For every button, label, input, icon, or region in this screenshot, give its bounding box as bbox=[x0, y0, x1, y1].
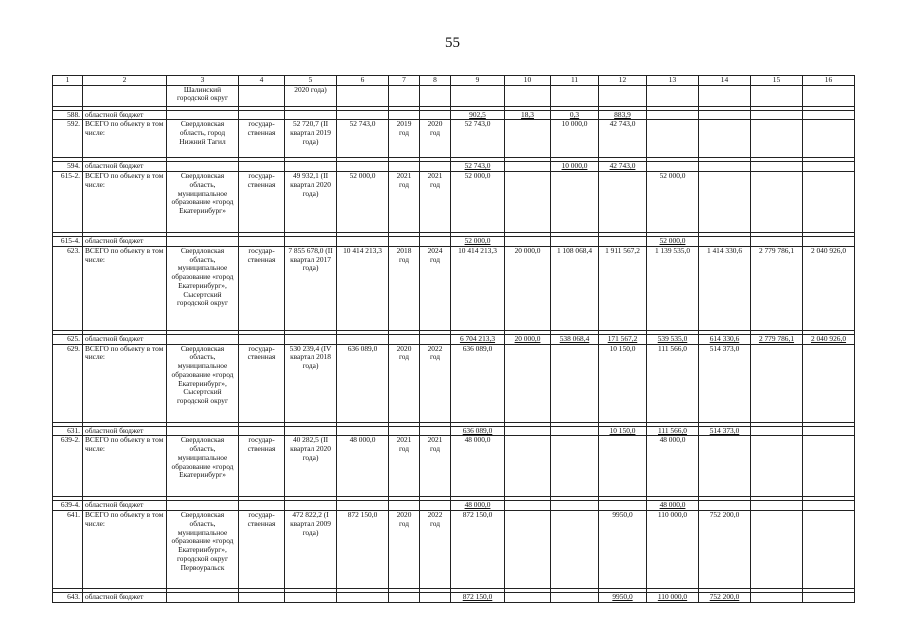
value-cell-12: 171 567,2 bbox=[599, 334, 647, 344]
row-number-cell: 592. bbox=[53, 120, 83, 158]
value-cell-13: 1 139 535,0 bbox=[647, 246, 699, 330]
value-cell-13 bbox=[647, 120, 699, 158]
value-cell-11: 10 000,0 bbox=[551, 162, 599, 172]
value-cell-4 bbox=[239, 237, 285, 247]
row-label-cell: ВСЕГО по объекту в том числе: bbox=[83, 246, 167, 330]
value-cell-3: Свердловская область, город Нижний Тагил bbox=[167, 120, 239, 158]
row-label-cell: ВСЕГО по объекту в том числе: bbox=[83, 120, 167, 158]
value-cell-12: 42 743,0 bbox=[599, 162, 647, 172]
object-row bbox=[53, 172, 855, 233]
object-row bbox=[53, 511, 855, 589]
value-cell-8 bbox=[420, 501, 451, 511]
value-cell-15 bbox=[751, 162, 803, 172]
value-cell-3: Свердловская область, муниципальное образование «город Екатеринбург», городской округ Первоуральск bbox=[167, 511, 239, 589]
value-cell-12: 9950,0 bbox=[599, 511, 647, 589]
value-cell-6: 872 150,0 bbox=[337, 511, 389, 589]
header-cell: 14 bbox=[699, 76, 751, 86]
value-cell-15 bbox=[751, 511, 803, 589]
value-cell-3: Свердловская область, муниципальное образование «город Екатеринбург» bbox=[167, 436, 239, 497]
value-cell-11 bbox=[551, 344, 599, 422]
value-cell-9: 52 743,0 bbox=[451, 120, 505, 158]
value-cell-6 bbox=[337, 593, 389, 603]
header-cell: 5 bbox=[285, 76, 337, 86]
row-label-cell: областной бюджет bbox=[83, 593, 167, 603]
value-cell-13: 110 000,0 bbox=[647, 593, 699, 603]
value-cell-9: 902,5 bbox=[451, 110, 505, 120]
value-cell-8: 2022 год bbox=[420, 344, 451, 422]
header-cell: 11 bbox=[551, 76, 599, 86]
header-cell: 13 bbox=[647, 76, 699, 86]
value-cell-4: государ-ственная bbox=[239, 344, 285, 422]
value-cell-10 bbox=[505, 511, 551, 589]
value-cell-15 bbox=[751, 501, 803, 511]
row-label-cell: областной бюджет bbox=[83, 501, 167, 511]
value-cell-13 bbox=[647, 110, 699, 120]
value-cell-12 bbox=[599, 501, 647, 511]
value-cell-3 bbox=[167, 501, 239, 511]
value-cell-6: 52 000,0 bbox=[337, 172, 389, 233]
value-cell-14: 514 373,0 bbox=[699, 426, 751, 436]
value-cell-16 bbox=[803, 501, 855, 511]
value-cell-10 bbox=[505, 344, 551, 422]
object-row bbox=[53, 436, 855, 497]
value-cell-9: 52 743,0 bbox=[451, 162, 505, 172]
budget-row bbox=[53, 237, 855, 247]
value-cell-8 bbox=[420, 162, 451, 172]
value-cell-10 bbox=[505, 172, 551, 233]
value-cell-15 bbox=[751, 426, 803, 436]
value-cell-8: 2021 год bbox=[420, 172, 451, 233]
value-cell-4: государ-ственная bbox=[239, 120, 285, 158]
value-cell-12 bbox=[599, 237, 647, 247]
header-cell: 4 bbox=[239, 76, 285, 86]
value-cell-16 bbox=[803, 120, 855, 158]
value-cell-9: 872 150,0 bbox=[451, 511, 505, 589]
value-cell-5: 7 855 678,0 (II квартал 2017 года) bbox=[285, 246, 337, 330]
value-cell-13: 52 000,0 bbox=[647, 172, 699, 233]
value-cell-15 bbox=[751, 237, 803, 247]
value-cell-10 bbox=[505, 162, 551, 172]
row-number-cell: 615-4. bbox=[53, 237, 83, 247]
value-cell-7 bbox=[389, 334, 420, 344]
row-label-cell: областной бюджет bbox=[83, 237, 167, 247]
value-cell-16 bbox=[803, 110, 855, 120]
value-cell-14 bbox=[699, 237, 751, 247]
value-cell-16 bbox=[803, 344, 855, 422]
value-cell-4 bbox=[239, 593, 285, 603]
value-cell-15 bbox=[751, 593, 803, 603]
value-cell-12: 9950,0 bbox=[599, 593, 647, 603]
value-cell-7 bbox=[389, 237, 420, 247]
value-cell-11 bbox=[551, 237, 599, 247]
value-cell-3: Свердловская область, муниципальное образование «город Екатеринбург» bbox=[167, 172, 239, 233]
value-cell-4: государ-ственная bbox=[239, 436, 285, 497]
object-row bbox=[53, 120, 855, 158]
value-cell-3: Свердловская область, муниципальное образование «город Екатеринбург», Сысертский городской округ bbox=[167, 344, 239, 422]
header-cell: 3 bbox=[167, 76, 239, 86]
value-cell-3 bbox=[167, 110, 239, 120]
investment-table bbox=[52, 75, 855, 603]
value-cell-9: 636 089,0 bbox=[451, 426, 505, 436]
value-cell-5: 40 282,5 (II квартал 2020 года) bbox=[285, 436, 337, 497]
row-number-cell: 625. bbox=[53, 334, 83, 344]
value-cell-16 bbox=[803, 172, 855, 233]
value-cell-11 bbox=[551, 426, 599, 436]
value-cell-4: государ-ственная bbox=[239, 246, 285, 330]
value-cell-10 bbox=[505, 593, 551, 603]
value-cell-4 bbox=[239, 426, 285, 436]
value-cell-3 bbox=[167, 237, 239, 247]
value-cell-12: 1 911 567,2 bbox=[599, 246, 647, 330]
value-cell-11 bbox=[551, 436, 599, 497]
value-cell-6 bbox=[337, 237, 389, 247]
value-cell-5: 472 822,2 (I квартал 2009 года) bbox=[285, 511, 337, 589]
value-cell-3 bbox=[167, 593, 239, 603]
value-cell-15 bbox=[751, 344, 803, 422]
value-cell-7 bbox=[389, 426, 420, 436]
value-cell-16 bbox=[803, 436, 855, 497]
value-cell-16 bbox=[803, 511, 855, 589]
value-cell-8 bbox=[420, 334, 451, 344]
value-cell-6: 636 089,0 bbox=[337, 344, 389, 422]
value-cell-8 bbox=[420, 593, 451, 603]
value-cell-3 bbox=[167, 162, 239, 172]
header-cell: 12 bbox=[599, 76, 647, 86]
value-cell-5: 49 932,1 (II квартал 2020 года) bbox=[285, 172, 337, 233]
header-cell: 9 bbox=[451, 76, 505, 86]
header-cell: 7 bbox=[389, 76, 420, 86]
value-cell-6 bbox=[337, 162, 389, 172]
value-cell-4 bbox=[239, 501, 285, 511]
value-cell-11 bbox=[551, 593, 599, 603]
value-cell-11: 0,3 bbox=[551, 110, 599, 120]
value-cell-5 bbox=[285, 334, 337, 344]
value-cell-16 bbox=[803, 162, 855, 172]
value-cell-12 bbox=[599, 436, 647, 497]
value-cell-5 bbox=[285, 162, 337, 172]
value-cell-9: 52 000,0 bbox=[451, 237, 505, 247]
row-number-cell: 639-4. bbox=[53, 501, 83, 511]
value-cell-3: Свердловская область, муниципальное образование «город Екатеринбург», Сысертский городской округ bbox=[167, 246, 239, 330]
value-cell-10: 20 000,0 bbox=[505, 334, 551, 344]
value-cell-11: 10 000,0 bbox=[551, 120, 599, 158]
value-cell-12: 10 150,0 bbox=[599, 426, 647, 436]
row-label-cell: ВСЕГО по объекту в том числе: bbox=[83, 511, 167, 589]
budget-row bbox=[53, 501, 855, 511]
value-cell-9: 872 150,0 bbox=[451, 593, 505, 603]
value-cell-5 bbox=[285, 501, 337, 511]
value-cell-9: 636 089,0 bbox=[451, 344, 505, 422]
row-label-cell: областной бюджет bbox=[83, 110, 167, 120]
value-cell-10 bbox=[505, 436, 551, 497]
value-cell-5 bbox=[285, 426, 337, 436]
budget-row bbox=[53, 593, 855, 603]
row-label-cell: ВСЕГО по объекту в том числе: bbox=[83, 172, 167, 233]
row-number-cell: 623. bbox=[53, 246, 83, 330]
value-cell-4 bbox=[239, 162, 285, 172]
value-cell-4: государ-ственная bbox=[239, 511, 285, 589]
value-cell-8 bbox=[420, 426, 451, 436]
location-cell: Шалинский городской округ bbox=[167, 85, 239, 106]
value-cell-11 bbox=[551, 511, 599, 589]
row-number-cell: 629. bbox=[53, 344, 83, 422]
header-row bbox=[53, 76, 855, 86]
value-cell-15: 2 779 786,1 bbox=[751, 334, 803, 344]
budget-row bbox=[53, 426, 855, 436]
value-cell-8 bbox=[420, 110, 451, 120]
value-cell-10: 20 000,0 bbox=[505, 246, 551, 330]
row-number-cell: 594. bbox=[53, 162, 83, 172]
value-cell-16: 2 040 926,0 bbox=[803, 246, 855, 330]
value-cell-14 bbox=[699, 120, 751, 158]
value-cell-14: 752 200,0 bbox=[699, 593, 751, 603]
value-cell-15 bbox=[751, 436, 803, 497]
value-cell-6 bbox=[337, 426, 389, 436]
header-cell: 8 bbox=[420, 76, 451, 86]
value-cell-9: 48 000,0 bbox=[451, 436, 505, 497]
value-cell-15 bbox=[751, 120, 803, 158]
value-cell-7: 2020 год bbox=[389, 511, 420, 589]
value-cell-13: 48 000,0 bbox=[647, 501, 699, 511]
header-cell: 16 bbox=[803, 76, 855, 86]
value-cell-13: 110 000,0 bbox=[647, 511, 699, 589]
row-number-cell: 588. bbox=[53, 110, 83, 120]
value-cell-3 bbox=[167, 426, 239, 436]
value-cell-6 bbox=[337, 501, 389, 511]
page-number: 55 bbox=[445, 35, 460, 51]
value-cell-12 bbox=[599, 172, 647, 233]
value-cell-14: 514 373,0 bbox=[699, 344, 751, 422]
header-cell: 1 bbox=[53, 76, 83, 86]
value-cell-14 bbox=[699, 501, 751, 511]
value-cell-7 bbox=[389, 501, 420, 511]
budget-row bbox=[53, 162, 855, 172]
value-cell-16 bbox=[803, 593, 855, 603]
value-cell-12: 10 150,0 bbox=[599, 344, 647, 422]
value-cell-10 bbox=[505, 237, 551, 247]
continuation-row bbox=[53, 85, 855, 106]
header-cell: 15 bbox=[751, 76, 803, 86]
value-cell-6 bbox=[337, 110, 389, 120]
value-cell-16 bbox=[803, 426, 855, 436]
value-cell-7: 2019 год bbox=[389, 120, 420, 158]
value-cell-9: 10 414 213,3 bbox=[451, 246, 505, 330]
value-cell-8: 2022 год bbox=[420, 511, 451, 589]
value-cell-6: 52 743,0 bbox=[337, 120, 389, 158]
value-cell-7: 2020 год bbox=[389, 344, 420, 422]
value-cell-7: 2021 год bbox=[389, 436, 420, 497]
value-cell-6: 10 414 213,3 bbox=[337, 246, 389, 330]
value-cell-13 bbox=[647, 162, 699, 172]
cost-cell: 2020 года) bbox=[285, 85, 337, 106]
row-number-cell: 631. bbox=[53, 426, 83, 436]
value-cell-11 bbox=[551, 501, 599, 511]
value-cell-10 bbox=[505, 426, 551, 436]
row-label-cell: ВСЕГО по объекту в том числе: bbox=[83, 344, 167, 422]
object-row bbox=[53, 344, 855, 422]
row-label-cell: областной бюджет bbox=[83, 334, 167, 344]
value-cell-14 bbox=[699, 162, 751, 172]
value-cell-7 bbox=[389, 110, 420, 120]
value-cell-5 bbox=[285, 593, 337, 603]
row-number-cell: 643. bbox=[53, 593, 83, 603]
value-cell-4: государ-ственная bbox=[239, 172, 285, 233]
value-cell-13: 111 566,0 bbox=[647, 426, 699, 436]
value-cell-5 bbox=[285, 110, 337, 120]
value-cell-16: 2 040 926,0 bbox=[803, 334, 855, 344]
value-cell-8: 2021 год bbox=[420, 436, 451, 497]
value-cell-12: 883,9 bbox=[599, 110, 647, 120]
value-cell-14 bbox=[699, 172, 751, 233]
value-cell-9: 48 000,0 bbox=[451, 501, 505, 511]
row-number-cell: 641. bbox=[53, 511, 83, 589]
value-cell-15 bbox=[751, 172, 803, 233]
row-label-cell: ВСЕГО по объекту в том числе: bbox=[83, 436, 167, 497]
value-cell-8: 2020 год bbox=[420, 120, 451, 158]
value-cell-9: 6 704 213,3 bbox=[451, 334, 505, 344]
value-cell-3 bbox=[167, 334, 239, 344]
row-number-cell: 639-2. bbox=[53, 436, 83, 497]
header-cell: 2 bbox=[83, 76, 167, 86]
header-cell: 10 bbox=[505, 76, 551, 86]
row-number-cell: 615-2. bbox=[53, 172, 83, 233]
value-cell-11: 538 068,4 bbox=[551, 334, 599, 344]
value-cell-7: 2021 год bbox=[389, 172, 420, 233]
value-cell-13: 539 535,0 bbox=[647, 334, 699, 344]
value-cell-15 bbox=[751, 110, 803, 120]
header-cell: 6 bbox=[337, 76, 389, 86]
value-cell-4 bbox=[239, 110, 285, 120]
row-label-cell: областной бюджет bbox=[83, 426, 167, 436]
value-cell-16 bbox=[803, 237, 855, 247]
value-cell-11 bbox=[551, 172, 599, 233]
value-cell-5 bbox=[285, 237, 337, 247]
value-cell-6 bbox=[337, 334, 389, 344]
value-cell-10 bbox=[505, 120, 551, 158]
value-cell-14 bbox=[699, 436, 751, 497]
value-cell-8 bbox=[420, 237, 451, 247]
value-cell-15: 2 779 786,1 bbox=[751, 246, 803, 330]
object-row bbox=[53, 246, 855, 330]
value-cell-5: 52 720,7 (II квартал 2019 года) bbox=[285, 120, 337, 158]
value-cell-14: 614 330,6 bbox=[699, 334, 751, 344]
value-cell-4 bbox=[239, 334, 285, 344]
value-cell-12: 42 743,0 bbox=[599, 120, 647, 158]
budget-row bbox=[53, 110, 855, 120]
value-cell-7: 2018 год bbox=[389, 246, 420, 330]
value-cell-10 bbox=[505, 501, 551, 511]
value-cell-10: 18,3 bbox=[505, 110, 551, 120]
value-cell-14 bbox=[699, 110, 751, 120]
budget-row bbox=[53, 334, 855, 344]
value-cell-13: 111 566,0 bbox=[647, 344, 699, 422]
value-cell-14: 752 200,0 bbox=[699, 511, 751, 589]
value-cell-9: 52 000,0 bbox=[451, 172, 505, 233]
value-cell-11: 1 108 068,4 bbox=[551, 246, 599, 330]
row-label-cell: областной бюджет bbox=[83, 162, 167, 172]
value-cell-14: 1 414 330,6 bbox=[699, 246, 751, 330]
value-cell-13: 48 000,0 bbox=[647, 436, 699, 497]
value-cell-7 bbox=[389, 593, 420, 603]
value-cell-5: 530 239,4 (IV квартал 2018 года) bbox=[285, 344, 337, 422]
value-cell-13: 52 000,0 bbox=[647, 237, 699, 247]
value-cell-7 bbox=[389, 162, 420, 172]
value-cell-8: 2024 год bbox=[420, 246, 451, 330]
value-cell-6: 48 000,0 bbox=[337, 436, 389, 497]
